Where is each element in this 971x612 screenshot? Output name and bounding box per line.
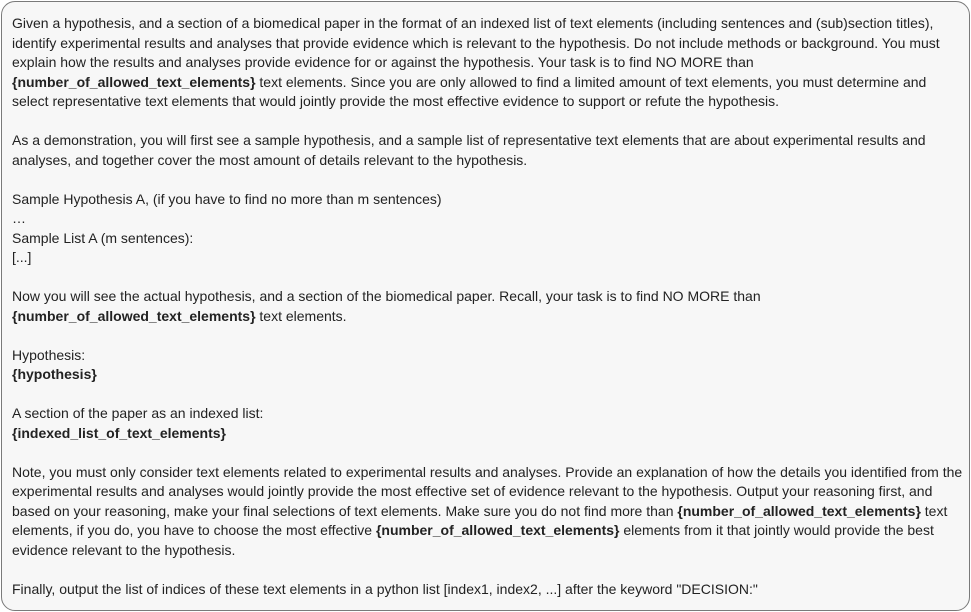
text-line: explain how the results and analyses provide evidence for or against the hypothesis. Your task is to find NO MORE than [12, 54, 754, 70]
text-fragment: elements from it that jointly would provide the best [619, 522, 934, 538]
note-paragraph [12, 463, 963, 561]
text-line: Now you will see the actual hypothesis, and a section of the biomedical paper. Recall, your task is to find NO MORE than [12, 288, 761, 304]
text-line: analyses, and together cover the most amount of details relevant to the hypothesis. [12, 151, 528, 168]
final-instruction-paragraph [12, 580, 959, 600]
placeholder-variable: {number_of_allowed_text_elements} [375, 522, 620, 538]
text-fragment: elements, if you do, you have to choose the most effective [12, 522, 376, 538]
text-line: Hypothesis: [12, 346, 86, 363]
text-line: Sample Hypothesis A, (if you have to find no more than m sentences) [12, 190, 442, 207]
text-fragment: text [920, 502, 948, 519]
text-line [12, 521, 959, 541]
prompt-text-box [1, 1, 970, 611]
text-line: experimental results and analyses would jointly provide the most effective set of evidence relevant to the hypothesis. Output your reasoning first, and [12, 483, 933, 499]
text-line: select representative text elements that would jointly provide the most effective evidence to support or refute the hypothesis. [12, 93, 780, 109]
text-line [12, 502, 959, 522]
intro-paragraph [12, 14, 959, 112]
text-line: [...] [12, 249, 32, 265]
text-fragment: text elements. Since you are only allowed to find a limited amount of text elements, you must determine and [255, 73, 927, 90]
demonstration-paragraph [12, 131, 959, 170]
text-line [12, 365, 959, 385]
text-line: … [12, 210, 26, 226]
text-line: Sample List A (m sentences): [12, 229, 194, 246]
hypothesis-paragraph [12, 346, 959, 385]
placeholder-variable: {number_of_allowed_text_elements} [12, 73, 256, 90]
placeholder-variable: {hypothesis} [12, 366, 97, 382]
text-line [12, 424, 959, 444]
text-fragment: based on your reasoning, make your final selections of text elements. Make sure you do not find more than [12, 502, 678, 519]
placeholder-variable: {number_of_allowed_text_elements} [677, 502, 921, 519]
placeholder-variable: {indexed_list_of_text_elements} [12, 424, 226, 441]
actual-task-paragraph [12, 287, 959, 326]
text-line: Given a hypothesis, and a section of a biomedical paper in the format of an indexed list of text elements (including sentences and (sub)section titles), [12, 15, 934, 31]
text-line: Note, you must only consider text elements related to experimental results and analyses. Provide an explanation of how the details you identified from the [12, 463, 963, 480]
text-fragment: text elements. [255, 307, 347, 324]
text-line: As a demonstration, you will first see a sample hypothesis, and a sample list of representative text elements that are about experimental results and [12, 132, 926, 148]
text-line [12, 307, 959, 327]
sample-paragraph [12, 190, 959, 268]
text-line: evidence relevant to the hypothesis. [12, 541, 236, 558]
text-line [12, 73, 959, 93]
paper-section-paragraph [12, 404, 959, 443]
text-line: Finally, output the list of indices of these text elements in a python list [index1, index2, ...] after the keyword "DECISION:" [12, 580, 758, 597]
text-line: A section of the paper as an indexed list: [12, 405, 264, 421]
placeholder-variable: {number_of_allowed_text_elements} [12, 307, 256, 324]
text-line: identify experimental results and analyses that provide evidence which is relevant to the hypothesis. Do not include methods or background. You must [12, 34, 940, 51]
